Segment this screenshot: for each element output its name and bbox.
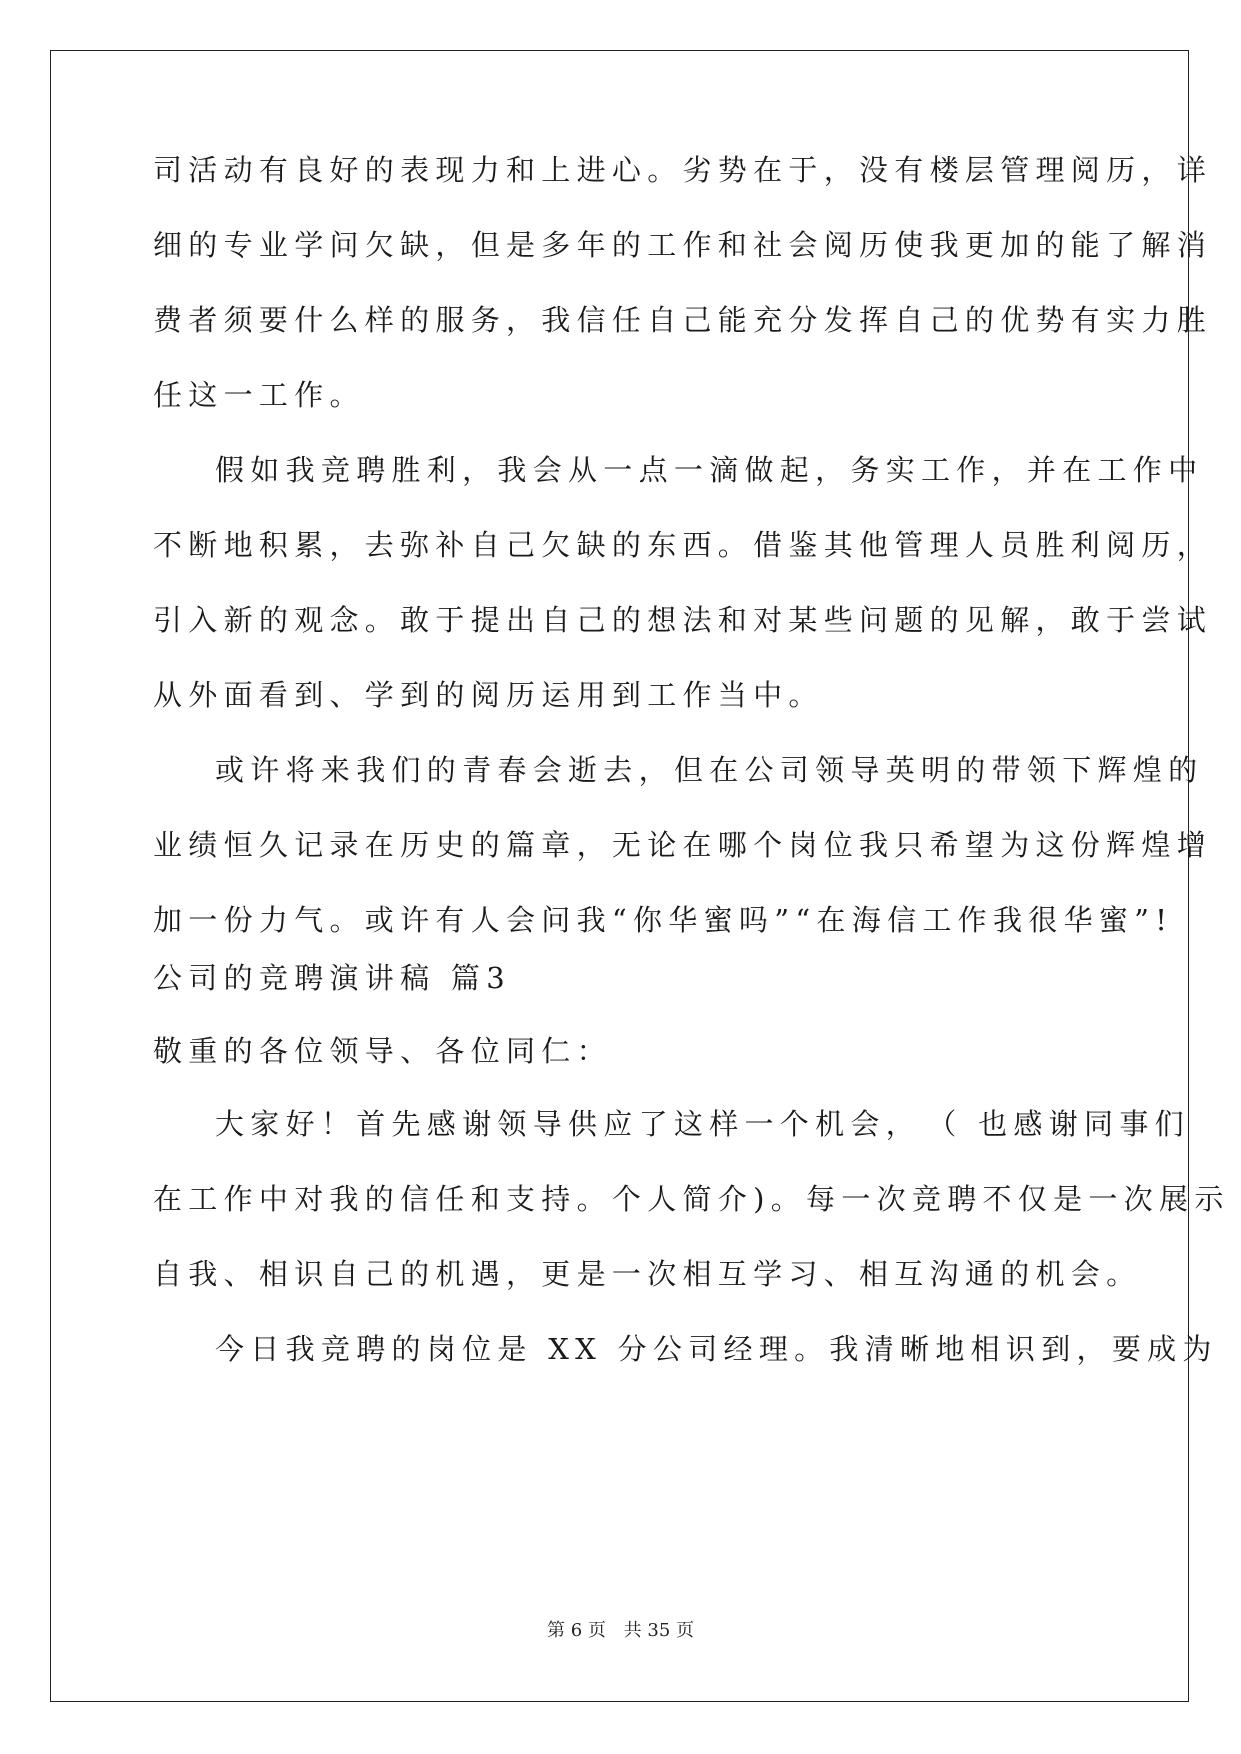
body-text-line: 细的专业学问欠缺，但是多年的工作和社会阅历使我更加的能了解消 [153, 228, 1213, 262]
page-number: 第 6 页 [547, 1620, 606, 1641]
body-text-line: 引入新的观念。敢于提出自己的想法和对某些问题的见解，敢于尝试 [153, 603, 1213, 637]
page-border [50, 50, 1230, 1702]
body-text-line: 自我、相识自己的机遇，更是一次相互学习、相互沟通的机会。 [153, 1257, 1142, 1291]
paragraph-first-line: 假如我竞聘胜利，我会从一点一滴做起，务实工作，并在工作中 [215, 453, 1204, 487]
body-text-line: 不断地积累，去弥补自己欠缺的东西。借鉴其他管理人员胜利阅历， [153, 528, 1213, 562]
body-text-line: 在工作中对我的信任和支持。个人简介)。每一次竞聘不仅是一次展示 [153, 1182, 1230, 1216]
paragraph-first-line: 大家好！首先感谢领导供应了这样一个机会， （ 也感谢同事们 [215, 1107, 1190, 1141]
body-text-line: 业绩恒久记录在历史的篇章，无论在哪个岗位我只希望为这份辉煌增 [153, 828, 1213, 862]
body-text-line: 费者须要什么样的服务，我信任自己能充分发挥自己的优势有实力胜 [153, 303, 1213, 337]
body-text-line: 司活动有良好的表现力和上进心。劣势在于，没有楼层管理阅历，详 [153, 153, 1213, 187]
body-text-line: 从外面看到、学到的阅历运用到工作当中。 [153, 678, 824, 712]
salutation: 敬重的各位领导、各位同仁： [153, 1034, 612, 1068]
section-heading: 公司的竞聘演讲稿 篇3 [153, 961, 511, 995]
page-footer [0, 1619, 1241, 1643]
page-total: 共 35 页 [623, 1620, 694, 1641]
paragraph-first-line: 今日我竞聘的岗位是 XX 分公司经理。我清晰地相识到，要成为 [215, 1332, 1218, 1366]
body-text-line: 任这一工作。 [153, 378, 365, 412]
body-text-line: 加一份力气。或许有人会问我“你华蜜吗”“在海信工作我很华蜜”! [153, 903, 1174, 937]
paragraph-first-line: 或许将来我们的青春会逝去，但在公司领导英明的带领下辉煌的 [215, 753, 1204, 787]
